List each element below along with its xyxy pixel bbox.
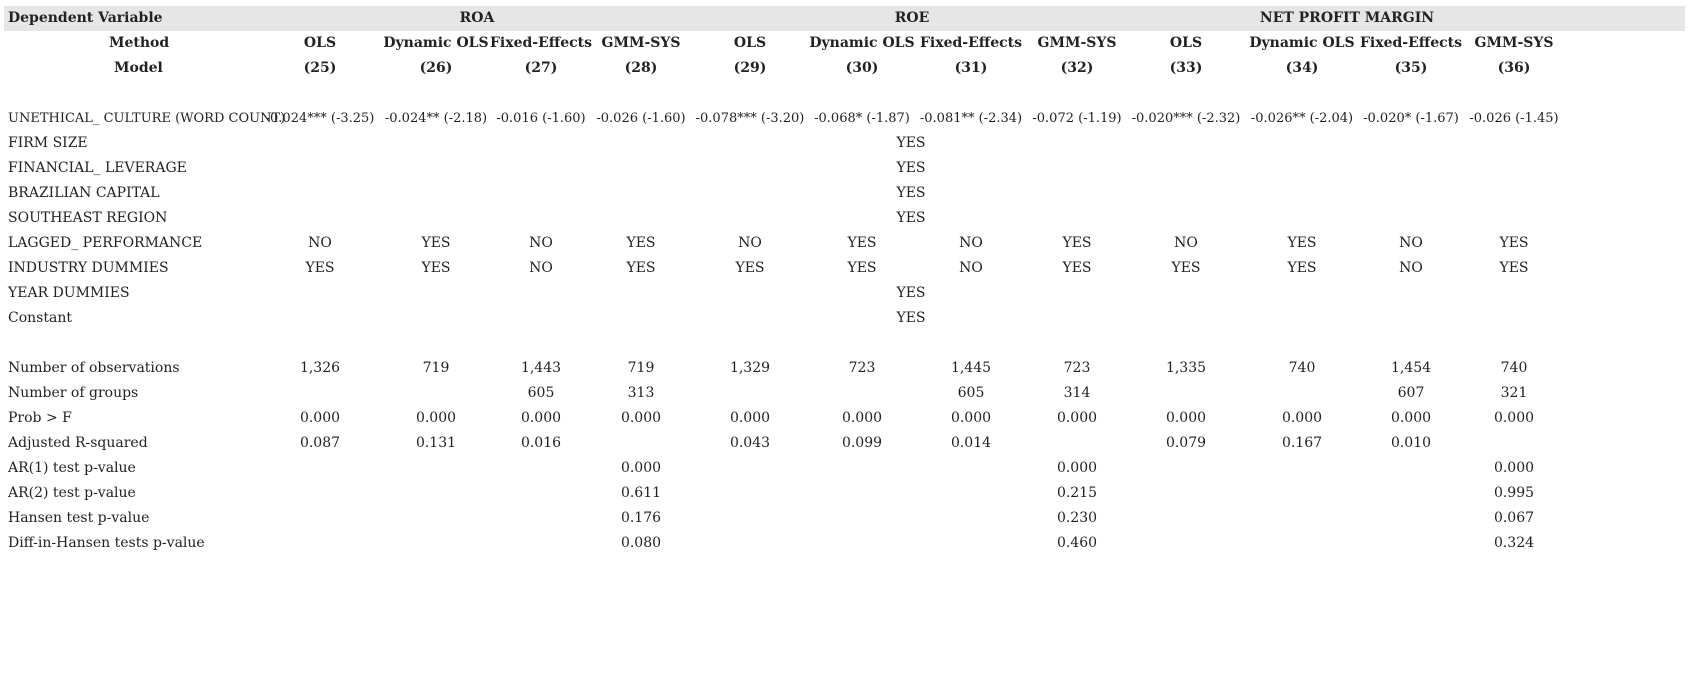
table-cell: NO [959,260,983,276]
table-cell: -0.024** (-2.18) [384,111,488,126]
statistic-row [4,406,1685,431]
table-cell: 0.000 [1281,410,1323,426]
table-cell: YES [305,260,335,276]
statistic-row [4,356,1685,381]
common-controls-block [4,131,1685,231]
table-cell: 0.000 [620,460,662,476]
table-cell: 1,454 [1390,360,1432,376]
statistic-row [4,381,1685,406]
table-cell: YES [1062,235,1092,251]
table-cell: 605 [957,385,985,401]
coefficient-row [4,106,1685,131]
table-cell: NO [529,260,553,276]
table-cell: 1,326 [299,360,341,376]
statistic-row [4,431,1685,456]
table-cell: YES [847,260,877,276]
table-cell: (26) [419,60,453,76]
model-row [4,56,1685,81]
statistic-label: AR(2) test p-value [8,485,136,501]
industry-dummies-row [4,256,1685,281]
control-row [4,281,1685,306]
group-title-roe: ROE [894,10,930,26]
table-cell: -0.024*** (-3.25) [265,111,375,126]
control-row [4,131,1685,156]
statistic-label: Adjusted R-squared [8,435,148,451]
table-cell: -0.072 (-1.19) [1032,111,1122,126]
table-cell: 1,443 [520,360,562,376]
table-cell: 0.000 [1390,410,1432,426]
lagged-performance-label: LAGGED_ PERFORMANCE [8,235,203,251]
spacer-row [4,81,1685,106]
table-cell: OLS [1169,35,1203,51]
statistic-label: AR(1) test p-value [8,460,136,476]
table-cell: 1,335 [1165,360,1207,376]
statistic-row [4,506,1685,531]
table-cell: (30) [845,60,879,76]
table-cell: YES [1499,260,1529,276]
control-row [4,156,1685,181]
statistic-label: Hansen test p-value [8,510,150,526]
table-cell: 0.000 [950,410,992,426]
table-cell: 0.014 [950,435,992,451]
method-row [4,31,1685,56]
table-cell: Dynamic OLS [809,35,915,51]
table-cell: 0.000 [520,410,562,426]
table-cell: 314 [1063,385,1091,401]
table-cell: 0.215 [1056,485,1098,501]
table-cell: 0.131 [415,435,457,451]
method-label: Method [109,35,170,51]
table-cell: YES [1287,235,1317,251]
table-cell: 723 [848,360,876,376]
table-cell: (27) [524,60,558,76]
table-cell: Dynamic OLS [383,35,489,51]
table-cell: Dynamic OLS [1249,35,1355,51]
table-cell: 719 [627,360,655,376]
control-value: YES [896,210,926,226]
table-cell: -0.016 (-1.60) [496,111,586,126]
spacer-row [4,331,1685,356]
table-cell: YES [1287,260,1317,276]
table-cell: 723 [1063,360,1091,376]
statistic-row [4,456,1685,481]
table-cell: YES [1499,235,1529,251]
group-title-net-profit-margin: NET PROFIT MARGIN [1259,10,1435,26]
table-cell: (28) [624,60,658,76]
table-cell: GMM-SYS [1474,35,1554,51]
table-cell: NO [1399,235,1423,251]
table-cell: 0.010 [1390,435,1432,451]
table-cell: 0.000 [729,410,771,426]
table-cell: OLS [733,35,767,51]
table-cell: -0.020* (-1.67) [1363,111,1459,126]
table-cell: (34) [1285,60,1319,76]
table-cell: -0.026 (-1.45) [1469,111,1559,126]
table-cell: NO [738,235,762,251]
table-cell: 740 [1288,360,1316,376]
table-cell: 0.167 [1281,435,1323,451]
tail-controls-block [4,281,1685,331]
control-row [4,206,1685,231]
statistics-block [4,356,1685,556]
control-value: YES [896,160,926,176]
table-cell: 719 [422,360,450,376]
table-cell: 0.230 [1056,510,1098,526]
table-cell: 313 [627,385,655,401]
table-cell: NO [308,235,332,251]
table-cell: 0.043 [729,435,771,451]
statistic-row [4,531,1685,556]
statistic-label: Number of groups [8,385,139,401]
table-cell: NO [1174,235,1198,251]
statistic-label: Prob > F [8,410,72,426]
table-cell: 0.079 [1165,435,1207,451]
table-cell: YES [847,235,877,251]
table-cell: Fixed-Effects [919,35,1023,51]
table-cell: YES [421,235,451,251]
table-cell: 0.000 [1493,460,1535,476]
table-cell: YES [626,260,656,276]
dependent-variable-label: Dependent Variable [8,10,163,26]
table-cell: 0.611 [620,485,662,501]
statistic-label: Number of observations [8,360,180,376]
table-cell: 0.000 [299,410,341,426]
control-label: FIRM SIZE [8,135,88,151]
table-cell: 321 [1500,385,1528,401]
table-cell: 0.080 [620,535,662,551]
table-cell: 0.000 [415,410,457,426]
control-label: BRAZILIAN CAPITAL [8,185,160,201]
control-label: SOUTHEAST REGION [8,210,168,226]
table-cell: GMM-SYS [1037,35,1117,51]
table-cell: 607 [1397,385,1425,401]
table-cell: GMM-SYS [601,35,681,51]
table-cell: 0.099 [841,435,883,451]
table-cell: 0.460 [1056,535,1098,551]
table-cell: (35) [1394,60,1428,76]
table-cell: YES [626,235,656,251]
statistic-label: Diff-in-Hansen tests p-value [8,535,205,551]
control-row [4,306,1685,331]
table-cell: 0.000 [1493,410,1535,426]
control-label: FINANCIAL_ LEVERAGE [8,160,187,176]
table-cell: -0.020*** (-2.32) [1131,111,1241,126]
table-cell: 740 [1500,360,1528,376]
control-value: YES [896,310,926,326]
table-cell: 0.016 [520,435,562,451]
table-cell: NO [1399,260,1423,276]
table-cell: 1,329 [729,360,771,376]
industry-dummies-label: INDUSTRY DUMMIES [8,260,169,276]
table-cell: 1,445 [950,360,992,376]
table-cell: Fixed-Effects [489,35,593,51]
table-cell: (36) [1497,60,1531,76]
table-cell: (32) [1060,60,1094,76]
table-cell: YES [1062,260,1092,276]
table-cell: 605 [527,385,555,401]
control-value: YES [896,185,926,201]
table-cell: 0.000 [620,410,662,426]
table-cell: 0.000 [1056,410,1098,426]
table-cell: YES [735,260,765,276]
control-label: Constant [8,310,72,326]
dependent-variable-row [4,6,1685,31]
table-cell: 0.000 [841,410,883,426]
lagged-performance-row [4,231,1685,256]
table-cell: YES [1171,260,1201,276]
table-cell: -0.026 (-1.60) [596,111,686,126]
regression-table [4,6,1685,556]
table-cell: NO [959,235,983,251]
table-cell: -0.068* (-1.87) [814,111,910,126]
table-cell: -0.081** (-2.34) [919,111,1023,126]
table-cell: 0.000 [1165,410,1207,426]
table-cell: (25) [303,60,337,76]
table-cell: YES [421,260,451,276]
table-cell: 0.087 [299,435,341,451]
table-cell: 0.995 [1493,485,1535,501]
table-cell: 0.324 [1493,535,1535,551]
coefficient-label: UNETHICAL_ CULTURE (WORD COUNT) [8,111,286,126]
table-cell: 0.176 [620,510,662,526]
table-cell: 0.067 [1493,510,1535,526]
table-cell: OLS [303,35,337,51]
table-cell: 0.000 [1056,460,1098,476]
model-label: Model [114,60,163,76]
table-cell: (33) [1169,60,1203,76]
table-cell: -0.026** (-2.04) [1250,111,1354,126]
control-value: YES [896,135,926,151]
control-value: YES [896,285,926,301]
control-label: YEAR DUMMIES [8,285,130,301]
table-cell: -0.078*** (-3.20) [695,111,805,126]
group-title-roa: ROA [459,10,495,26]
table-cell: (29) [733,60,767,76]
table-cell: NO [529,235,553,251]
statistic-row [4,481,1685,506]
table-cell: Fixed-Effects [1359,35,1463,51]
table-cell: (31) [954,60,988,76]
control-row [4,181,1685,206]
